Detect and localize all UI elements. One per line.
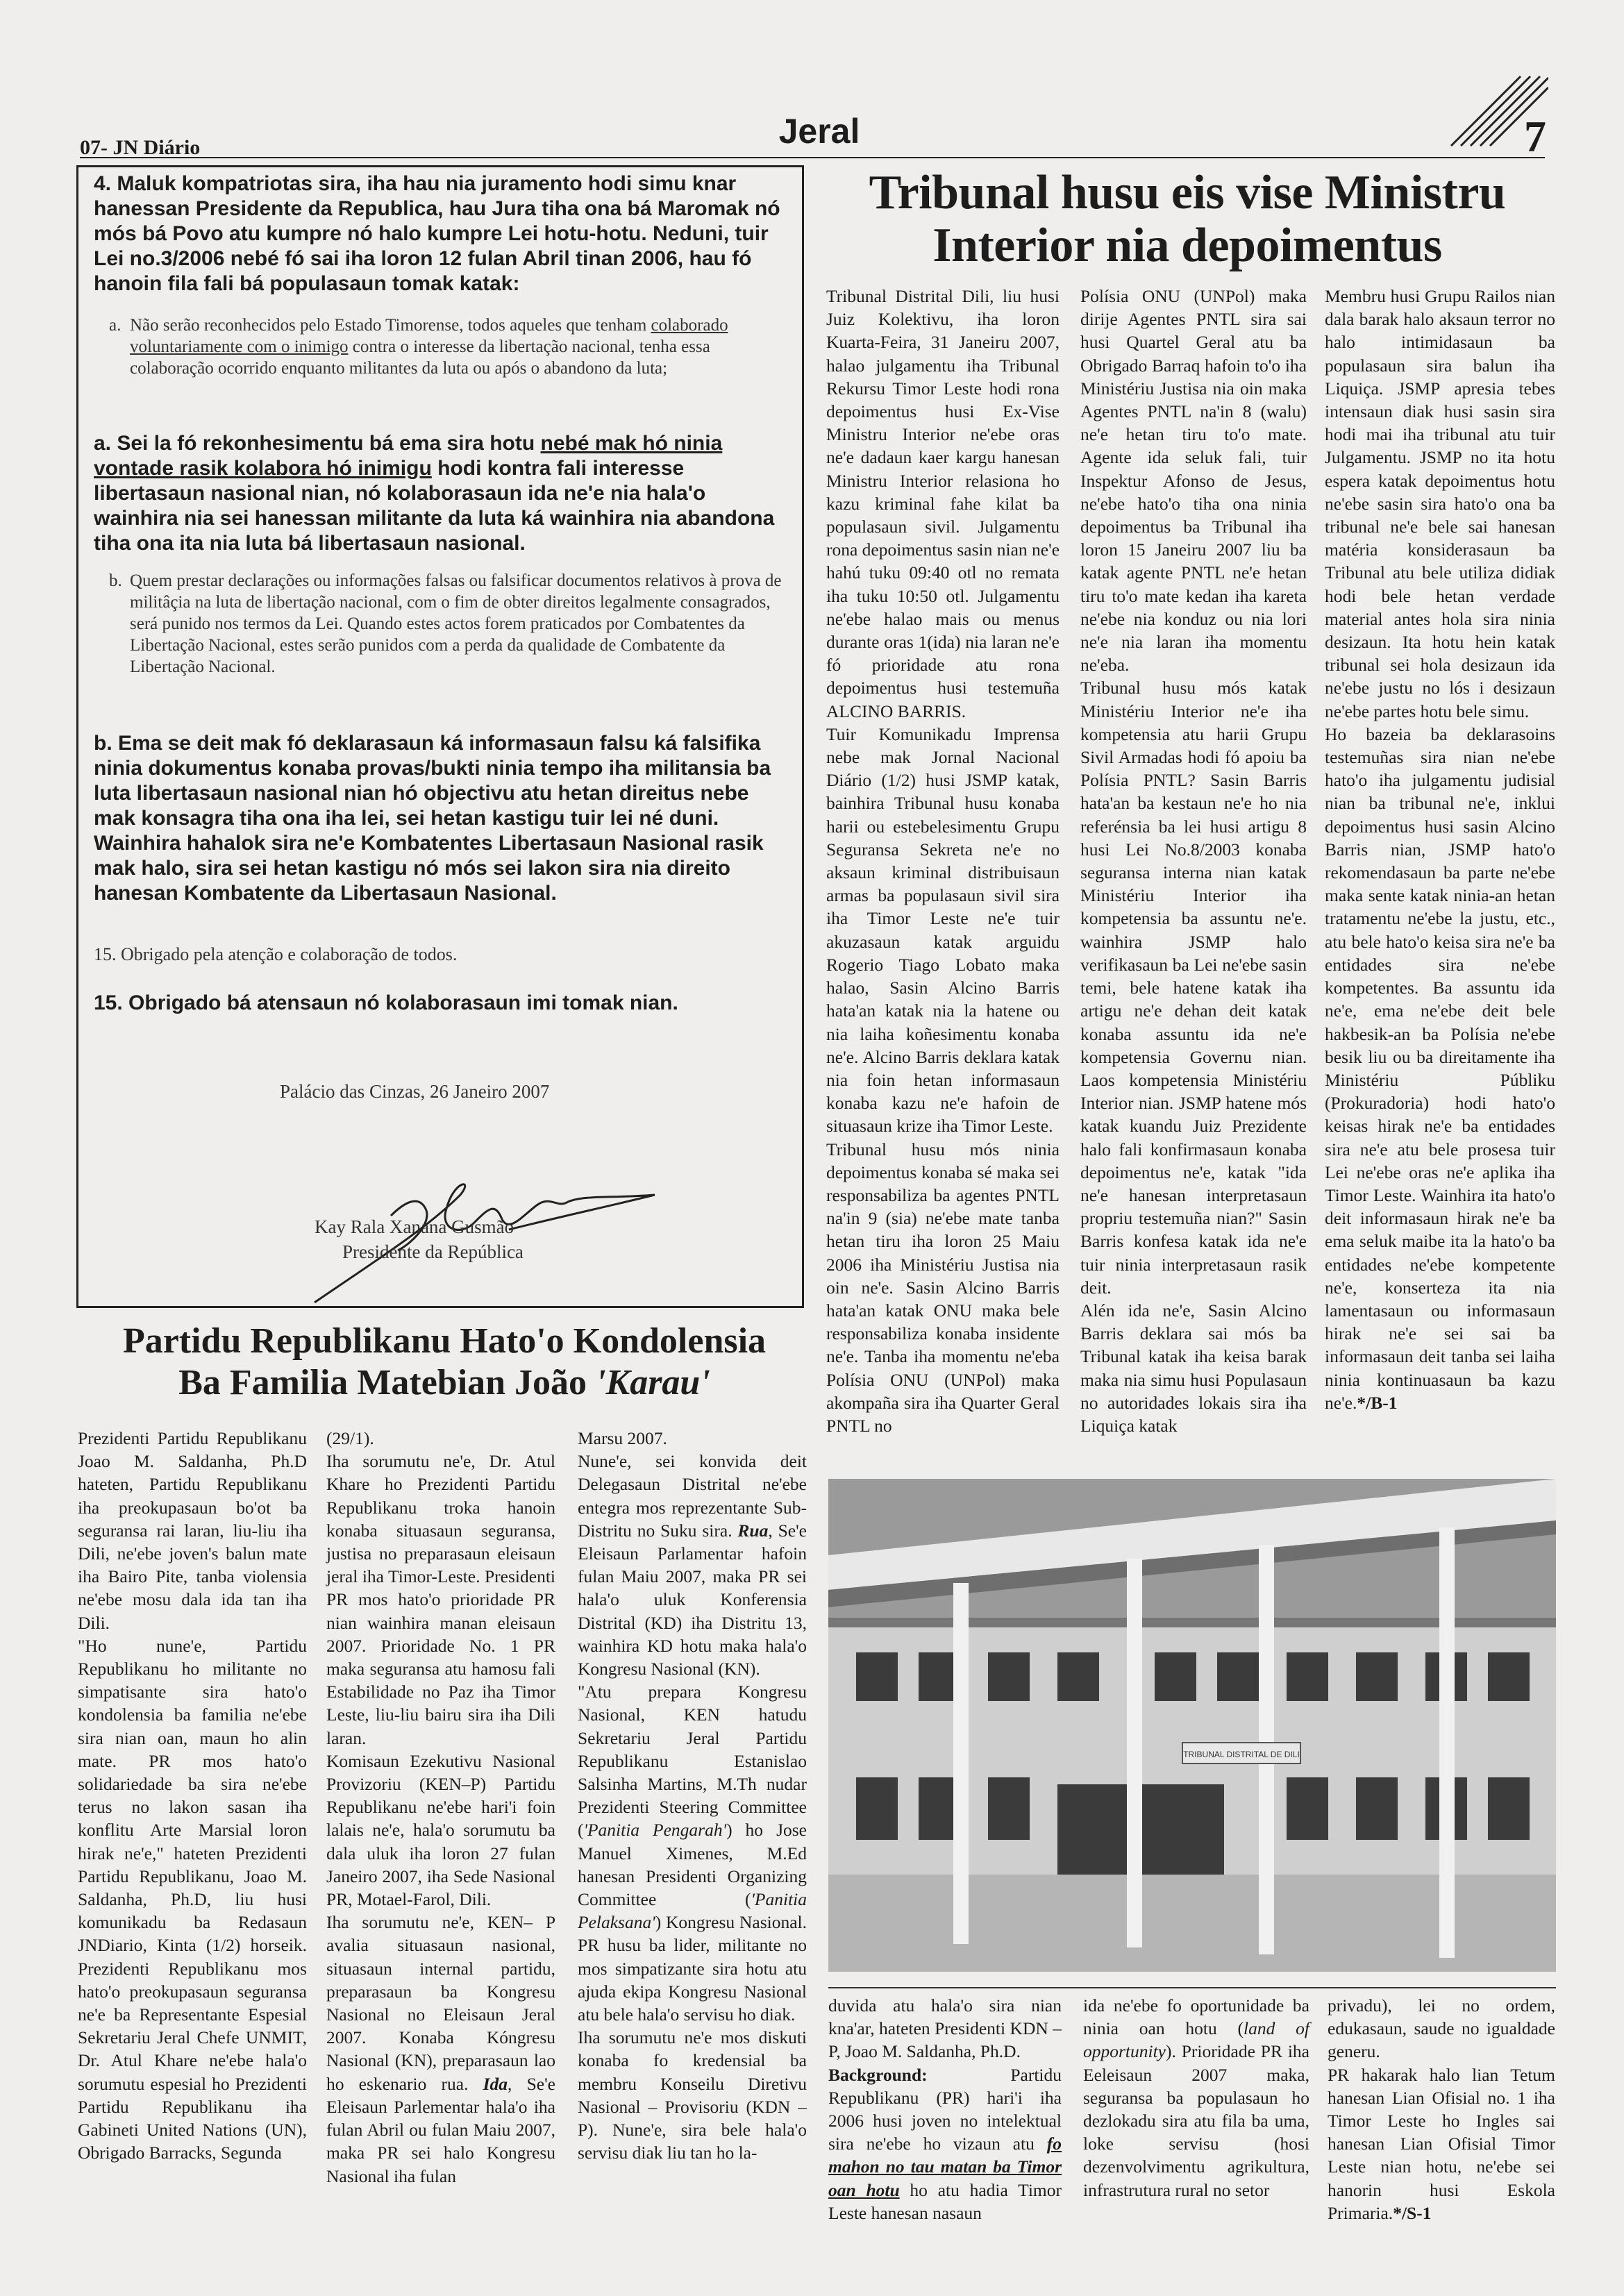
- second-headline-line2-text: Ba Familia Matebian João: [178, 1363, 596, 1402]
- second-article-col-1: [78, 1427, 307, 2165]
- second-col3-p3-c: ) Kongresu Nasional. PR husu ba lider, militante no mos simpatizante sira hotu atu ajuda ekipa Kongresu Nasional atu bele hala'o servisu ho diak.: [578, 1912, 807, 2025]
- main-col1-p1: Tribunal Distrital Dili, liu husi Juiz Kolektivu, iha loron Kuarta-Feira, 31 Janeiru 2007, halao julgamentu iha Tribunal Rekursu Timor Leste hodi rona depoimentus husi Ex-Vise Ministru Interior ne'ebe oras ne'e dadaun kaer kargu hanesan Ministru Interior relasiona ho kazu kriminal fahe kilat ba populasaun sivil. Julgamentu rona depoimentus sasin nian ne'e hahú tuku 09:40 otl no remata iha tuku 10:50 otl. Julgamentu ne'ebe halao mais ou menus durante oras 1(ida) nia laran ne'e fó prioridade atu rona depoimentus husi testemuña ALCINO BARRIS.: [826, 286, 1060, 721]
- main-col3-p1: Membru husi Grupu Railos nian dala barak halo aksaun terror no halo intimidasaun ba populasaun sira balun iha Liquiça. JSMP apresia tebes intensaun diak husi sasin sira hodi mai iha tribunal atu tuir Julgamentu. JSMP no ita hotu espera katak depoimentus hotu ne'ebe sasin sira hato'o ona ba tribunal ne'e bele sai hanesan matéria konsiderasaun ba Tribunal atu bele utiliza didiak hodi bele hetan verdade material antes hola sira ninia desizaun. Ita hotu hein katak tribunal sei hola desizaun ida ne'ebe justu no lós i desizaun ne'ebe partes hotu bele simu.: [1325, 286, 1555, 721]
- decree-pt-b-text: Quem prestar declarações ou informações falsas ou falsificar documentos relativos à prova de militâçia na luta de libertação nacional, com o fim de obter direitos legalmente consagrados, será punido nos termos da Lei. Quando estes actos forem praticados por Combatentes da Libertação Nacional, estes serão punidos com a perda da qualidade de Combatente da Libertação Nacional.: [130, 571, 782, 676]
- second-col3-panitia-pelaksana: 'Panitia Pelaksana': [578, 1889, 807, 1933]
- second-col2-p4-text: Iha sorumutu ne'e, KEN– P avalia situasaun nasional, situasaun internal partidu, preparasaun ba Kongresu Nasional no Eleisaun Jeral 2007. Konaba Kóngresu Nasional (KN), preparasaun lao ho eskenario rua.: [326, 1912, 555, 2094]
- main-bottom-col-2: [1083, 1994, 1309, 2202]
- second-col2-p1: (29/1).: [326, 1428, 374, 1448]
- main-col3-p2-text: Ho bazeia ba deklarasoins testemuñas sira nian ne'ebe hato'o iha julgamentu judisial nian ba tribunal ne'e, inklui depoimentus husi sasin Alcino Barris nian, JSMP hato'o rekomendasaun ba parte ne'ebe maka sente katak ninia-an hetan tratamentu ne'ebe la justu, etc., atu bele hato'o keisa sira ne'e ba entidades sira ne'ebe kompetentes. Ba assuntu ida ne'e, ema ne'ebe deit bele hakbesik-an ba Polísia ne'ebe besik liu ou ba direitamente iha Ministériu Públiku (Prokuradoria) hodi hato'o keisas hirak ne'e ba entidades sira ne'e atu bele prosesa tuir Lei ne'ebe oras ne'e aplika iha Timor Leste. Wainhira ita hato'o deit informasaun hirak ne'e ba ema seluk maibe ita la hato'o ba entidades ne'ebe kompetente ne'e, konserteza ita nia lamentasaun ou informasaun hirak ne'e sei sai ba informasaun deit tanba sei laiha ninia kontinuasaun ba kazu ne'e.: [1325, 723, 1555, 1413]
- party-motto: fo mahon no tau matan ba Timor oan hotu: [828, 2134, 1062, 2200]
- decree-pt-a-pre: Não serão reconhecidos pelo Estado Timorense, todos aqueles que tenham: [130, 316, 651, 335]
- main-headline-line2: Interior nia depoimentus: [932, 219, 1442, 272]
- decree-tet-a-post: hodi kontra fali interesse libertasaun nasional nian, nó kolaborasaun ida ne'e nia hala'o wainhira nia sei hanessan militante da luta ká wainhira nia abandona tiha ona ita nia luta bá libertasaun nasional.: [94, 457, 775, 555]
- page-number: 7: [1524, 112, 1546, 161]
- bottom-col3-text: PR hakarak halo lian Tetum hanesan Lian Ofisial no. 1 iha Timor Leste ho Ingles sai hanesan Lian Ofisial Timor Leste nian hotu, ne'ebe sei hanorin husi Eskola Primaria.: [1328, 2064, 1555, 2223]
- second-headline-nickname: 'Karau': [596, 1363, 710, 1402]
- second-col3-p2-text: Nune'e, sei konvida deit Delegasaun Distrital ne'ebe entegra mos reprezentante Sub-Distritu no Suku sira.: [578, 1451, 807, 1541]
- decree-pt-a-under: colaborado voluntariamente com o inimigo: [130, 316, 728, 356]
- decree-tet-a-pre: a. Sei la fó rekonhesimentu bá ema sira hotu: [94, 432, 541, 455]
- bottom-col1-p2: [828, 2063, 1062, 2224]
- main-headline: [826, 167, 1548, 272]
- decree-tet-b: b. Ema se deit mak fó deklarasaun ká informasaun falsu ká falsifika ninia dokumentus konaba provas/bukti ninia tempo iha militansia ba luta libertasaun nasional nian hó objectivu atu hetan direitus nebe mak konsagra tiha ona iha lei, sei hetan kastigu tuir lei né duni. Wainhira hahalok sira ne'e Kombatentes Libertasaun Nasional rasik mak halo, sira sei hetan kastigu nó mós sei lakon sira nia direito hanesan Kombatente da Libertasaun Nasional.: [94, 732, 771, 905]
- second-col3-p2: [578, 1450, 807, 1680]
- tribunal-photo: [828, 1479, 1556, 1972]
- main-col2-p3: Alén ida ne'e, Sasin Alcino Barris deklara sai mós ba Tribunal katak iha keisa barak maka nia simu husi Populasaun no autoridades lokais sira iha Liquiça katak: [1080, 1300, 1307, 1436]
- bottom-col2-p1: [1083, 1994, 1309, 2202]
- decree-pt-a: [109, 315, 789, 379]
- main-bottom-col-3: [1328, 1994, 1555, 2224]
- decree-signatory: Kay Rala Xanana Gusmão: [315, 1216, 514, 1237]
- second-col2-p4: [326, 1911, 555, 2187]
- decree-tet-a-under: nebé mak hó ninia vontade rasik kolabora hó inimigu: [94, 432, 723, 480]
- photo-divider: [828, 1987, 1556, 1988]
- main-article-col-2: [1080, 285, 1307, 1437]
- main-headline-line1: Tribunal husu eis vise Ministru: [869, 166, 1506, 219]
- second-col2-ida: Ida: [483, 2073, 508, 2094]
- second-col3-p3-a: "Atu prepara Kongresu Nasional, KEN hatudu Sekretariu Jeral Partidu Republikanu Estanislao Salsinha Martins, M.Th nudar Prezidenti Steering Committee (: [578, 1682, 807, 1841]
- main-bottom-col-1: [828, 1994, 1062, 2224]
- decree-pt-a-post: contra o interesse da libertação nacional, tenha essa colaboração ocorrido enquanto militantes da luta ou após o abandono da luta;: [130, 337, 710, 378]
- main-article-col-3: [1325, 285, 1555, 1414]
- decree-item-4: 4. Maluk kompatriotas sira, iha hau nia juramento hodi simu knar hanessan Presidente da Republica, hau Jura tiha ona bá Maromak nó mós bá Povo atu kumpre nó halo kumpre Lei hotu-hotu. Neduni, tuir Lei no.3/2006 nebé fó sai iha loron 12 fulan Abril tinan 2006, hau fó hanoin fila fali bá populasaun tomak katak:: [94, 172, 780, 295]
- decree-tet-15: 15. Obrigado bá atensaun nó kolaborasaun imi tomak nian.: [94, 991, 678, 1014]
- second-col3-p3: [578, 1680, 807, 2026]
- bottom-col3-p2: [1328, 2063, 1555, 2224]
- main-col3-p2: [1325, 723, 1555, 1414]
- bottom-col1-p1: duvida atu hala'o sira nian kna'ar, hateten Presidenti KDN – P, Joao M. Saldanha, Ph.D.: [828, 1995, 1062, 2062]
- second-col3-rua: Rua: [737, 1520, 769, 1541]
- second-col3-p1: Marsu 2007.: [578, 1428, 667, 1448]
- background-text: Partidu Republikanu (PR) hari'i iha 2006 husi joven no intelektual sira ne'ebe ho vizaun atu: [828, 2064, 1062, 2154]
- main-col3-signoff: */B-1: [1357, 1392, 1398, 1413]
- decree-box: [76, 165, 804, 1308]
- bottom-col2-b: ). Prioridade PR iha Eeleisaun 2007 maka, seguransa ba populasaun ho dezlokadu sira atu fila ba uma, loke servisu (hosi dezenvolvimentu agrikultura, infrastrutura rural no setor: [1083, 2041, 1309, 2200]
- decree-pt-a-label: a.: [109, 316, 122, 335]
- bottom-col2-italic: land of opportunity: [1083, 2018, 1309, 2062]
- background-label: Background:: [828, 2064, 928, 2085]
- second-article-col-3: [578, 1427, 807, 2165]
- second-headline-line1: Partidu Republikanu Hato'o Kondolensia: [122, 1321, 767, 1361]
- second-col3-panitia-pengarah: 'Panitia Pengarah': [583, 1820, 727, 1841]
- bottom-col2-a: ida ne'ebe fo oportunidade ba ninia oan hotu (: [1083, 1995, 1309, 2039]
- second-col1-p1: Prezidenti Partidu Republikanu Joao M. Saldanha, Ph.D hateten, Partidu Republikanu iha preokupasaun bo'ot ba seguransa rai laran, liu-liu iha Dili, ne'ebe joven's balun mate iha Bairo Pite, tanba violensia ne'ebe mosu dala ida tan iha Dili.: [78, 1428, 307, 1633]
- decree-signatory-title: Presidente da República: [342, 1241, 524, 1262]
- second-col2-p2: Iha sorumutu ne'e, Dr. Atul Khare ho Prezidenti Partidu Republikanu troka hanoin konaba situasaun seguransa, justisa no preparasaun eleisaun jeral iha Timor-Leste. Presidenti PR mos hato'o prioridade PR nian wainhira manan eleisaun 2007. Prioridade No. 1 PR maka seguransa atu hamosu fali Estabilidade no Paz iha Timor Leste, liu-liu bairu sira iha Dili laran.: [326, 1451, 555, 1748]
- decree-tet-a: [94, 431, 792, 556]
- second-article-col-2: [326, 1427, 555, 2188]
- bottom-col3-signoff: */S-1: [1393, 2202, 1432, 2223]
- second-col1-p2: "Ho nune'e, Partidu Republikanu ho militante no simpatisante sira hato'o kondolensia ba familia ne'ebe sira nian oan, maun ho alin mate. PR mos hato'o solidariedade ba sira ne'ebe terus no lakon sasan iha konflitu Arte Marsial loron hirak ne'e," hateten Prezidenti Partidu Republikanu, Joao M. Saldanha, Ph.D, liu husi komunikadu ba Redasaun JNDiario, Kinta (1/2) horseik. Prezidenti Republikanu mos hato'o preokupasaun seguransa ne'e ba Representante Espesial Sekretariu Jeral Chefe UNMIT, Dr. Atul Khare ne'ebe hala'o sorumutu espesial ho Prezidenti Partidu Republikanu iha Gabineti United Nations (UN), Obrigado Barracks, Segunda: [78, 1635, 307, 2163]
- tribunal-sign-text: TRIBUNAL DISTRITAL DE DILI: [1183, 1750, 1300, 1759]
- second-col3-p2-end: , Se'e Eleisaun Parlamentar hafoin fulan Maiu 2007, maka PR sei hala'o uluk Konferensia Distrital (KD) iha Distritu 13, wainhira KD hotu maka hala'o Kongresu Nasional (KN).: [578, 1520, 807, 1679]
- main-col2-p2: Tribunal husu mós katak Ministériu Interior ne'e iha kompetensia atu harii Grupu Sivil Armadas hodi fó apoiu ba Polísia PNTL? Sasin Barris hata'an ba kestaun ne'e ho nia referénsia ba lei husi artigu 8 husi Lei No.8/2003 konaba seguransa interna nian katak Ministériu Interior iha kompetensia ba assuntu ne'e. wainhira JSMP halo verifikasaun ba Lei ne'ebe sasin temi, bele hatene katak iha artigu ne'e dehan deit katak konaba assuntu ida ne'e kompetensia Governu nian. Laos kompetensia Ministériu Interior nian. JSMP hatene mós katak kuandu Juiz Prezidente halo fali konfirmasaun konaba depoimentus ne'e, katak "ida ne'e hanesan interpretasaun propriu testemuña nian?" Sasin Barris konfesa katak ida ne'e tuir ninia interpretasaun rasik deit.: [1080, 678, 1307, 1298]
- main-article-col-1: [826, 285, 1060, 1437]
- bottom-col3-p1: privadu), lei no ordem, edukasaun, saude no igualdade generu.: [1328, 1995, 1555, 2062]
- second-col2-p3: Komisaun Ezekutivu Nasional Provizoriu (KEN–P) Partidu Republikanu ne'ebe hari'i foin lalais ne'e, hala'o sorumutu ba dala uluk iha loron 27 fulan Janeiro 2007, iha Sede Nasional PR, Motael-Farol, Dili.: [326, 1750, 555, 1910]
- issue-label: 07- JN Diário: [80, 136, 201, 159]
- tribunal-building-illustration: [828, 1479, 1556, 1972]
- decree-place-date: Palácio das Cinzas, 26 Janeiro 2007: [280, 1081, 550, 1102]
- decree-pt-15: 15. Obrigado pela atenção e colaboração de todos.: [94, 944, 458, 964]
- second-col3-p4: Iha sorumutu ne'e mos diskuti konaba fo kredensial ba membru Konseilu Diretivu Nasional – Provisoriu (KDN – P). Nune'e, sira bele hala'o servisu diak liu tan ho la-: [578, 2027, 807, 2163]
- second-col3-p3-b: ) ho Jose Manuel Ximenes, M.Ed hanesan Presidenti Organizing Committee (: [578, 1820, 807, 1910]
- decree-pt-b-label: b.: [109, 571, 122, 590]
- background-text-end: ho atu hadia Timor Leste hanesan nasaun: [828, 2179, 1062, 2223]
- second-col2-p4-end: , Se'e Eleisaun Parlementar hala'o iha fulan Abril ou fulan Maiu 2007, maka PR sei halo Kongresu Nasional iha fulan: [326, 2073, 555, 2186]
- second-headline: [76, 1321, 812, 1404]
- decree-pt-b: [109, 570, 789, 678]
- main-col2-p1: Polísia ONU (UNPol) maka dirije Agentes PNTL sira sai husi Quartel Geral atu ba Obrigado Barraq hafoin to'o iha Ministériu Justisa nia oin maka Agentes PNTL na'in 8 (walu) ne'e hetan tiru to'o mate. Agente ida seluk fali, tuir Inspektur Afonso de Jesus, ne'ebe hato'o tiha ona ninia depoimentus ba Tribunal iha loron 15 Janeiru 2007 liu ba katak agente PNTL ne'e hetan tiru to'o mate kedan iha kareta ne'ebe nia konduz ou nia lori ne'e nia laran iha momentu ne'eba.: [1080, 286, 1307, 676]
- main-col1-p3: Tribunal husu mós ninia depoimentus konaba sé maka sei responsabiliza ba agentes PNTL na'in 9 (sia) ne'ebe mate tanba hetan tiru iha loron 25 Maiu 2006 iha Ministériu Justisa nia oin ne'e. Sasin Alcino Barris hata'an katak ONU maka bele responsabiliza konaba insidente ne'e. Tanba iha momentu ne'eba Polísia ONU (UNPol) maka akompaña sira iha Quarter Geral PNTL no: [826, 1139, 1060, 1436]
- section-title: Jeral: [778, 112, 860, 151]
- main-col1-p2: Tuir Komunikadu Imprensa nebe mak Jornal Nacional Diário (1/2) husi JSMP katak, bainhira Tribunal husu konaba harii ou estebelesimentu Grupu Seguransa Sekreta ne'e no aksaun kriminal distribuisaun armas ba populasaun sivil sira iha Timor Leste ne'e tuir akuzasaun katak arguidu Rogerio Tiago Lobato maka halao, Sasin Alcino Barris hata'an katak nia la hatene ou nia laiha koñesimentu konaba ne'e. Alcino Barris deklara katak nia foin hetan informasaun konaba kazu ne'e hafoin de situasaun krize iha Timor Leste.: [826, 723, 1060, 1137]
- header-rule: [80, 157, 1545, 158]
- second-headline-line2: [76, 1362, 812, 1404]
